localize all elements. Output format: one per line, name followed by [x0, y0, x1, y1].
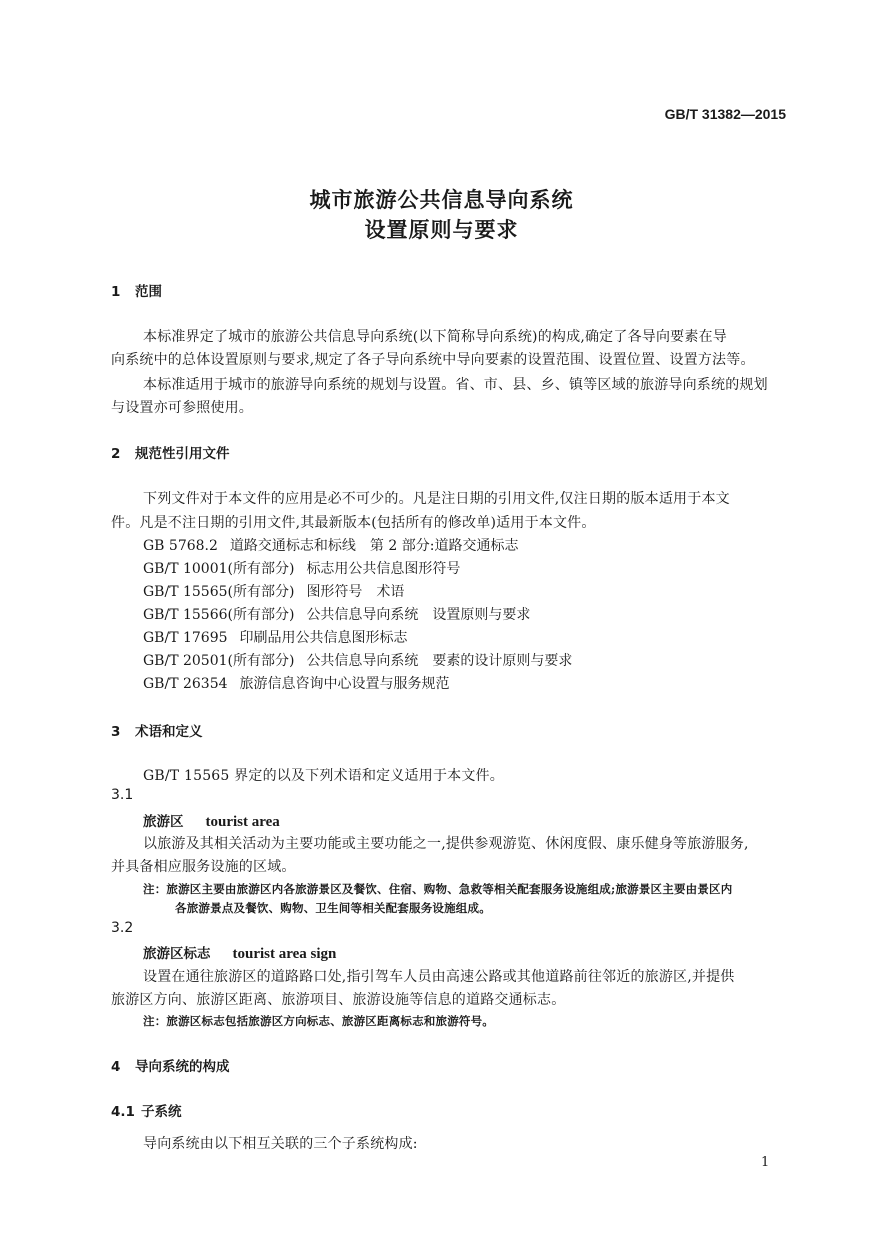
term-entry [143, 810, 280, 831]
reference-name: 道路交通标志和标线 第 2 部分:道路交通标志 [229, 538, 519, 554]
document-title-line2: 设置原则与要求 [364, 218, 519, 242]
paragraph-line: 导向系统由以下相互关联的三个子系统构成: [143, 1136, 418, 1152]
standard-code: GB/T 31382—2015 [664, 106, 786, 122]
reference-code: GB/T 10001(所有部分) [143, 561, 295, 577]
section-2-heading [111, 442, 230, 462]
reference-item [143, 627, 408, 647]
definition-line: 以旅游及其相关活动为主要功能或主要功能之一,提供参观游览、休闲度假、康乐健身等旅游服务, [143, 836, 749, 852]
reference-item [143, 604, 530, 624]
reference-name: 公共信息导向系统 设置原则与要求 [306, 607, 531, 623]
subsection-title: 子系统 [141, 1104, 182, 1120]
section-number: 1 [111, 284, 121, 300]
reference-item [143, 673, 450, 693]
definition-line: 旅游区方向、旅游区距离、旅游项目、旅游设施等信息的道路交通标志。 [111, 992, 566, 1008]
reference-code: GB/T 20501(所有部分) [143, 653, 295, 669]
reference-code: GB 5768.2 [143, 538, 218, 554]
section-number: 4 [111, 1059, 121, 1075]
paragraph-line: 本标准界定了城市的旅游公共信息导向系统(以下简称导向系统)的构成,确定了各导向要素在导 [143, 329, 727, 345]
term-number: 3.1 [111, 787, 134, 803]
subsection-number: 4.1 [111, 1104, 135, 1120]
reference-code: GB/T 26354 [143, 676, 228, 692]
term-number: 3.2 [111, 920, 134, 936]
section-number: 3 [111, 724, 121, 740]
term-zh: 旅游区标志 [143, 946, 211, 962]
paragraph-line: 下列文件对于本文件的应用是必不可少的。凡是注日期的引用文件,仅注日期的版本适用于本文 [143, 491, 730, 507]
reference-item [143, 535, 518, 555]
section-title: 范围 [135, 284, 162, 300]
reference-name: 印刷品用公共信息图形标志 [239, 630, 408, 646]
reference-name: 图形符号 术语 [306, 584, 405, 600]
reference-code: GB/T 17695 [143, 630, 228, 646]
paragraph-line: 件。凡是不注日期的引用文件,其最新版本(包括所有的修改单)适用于本文件。 [111, 515, 596, 531]
term-zh: 旅游区 [143, 814, 184, 830]
reference-name: 旅游信息咨询中心设置与服务规范 [239, 676, 450, 692]
section-number: 2 [111, 446, 121, 462]
paragraph-line: 与设置亦可参照使用。 [111, 400, 253, 416]
section-title: 术语和定义 [135, 724, 203, 740]
paragraph-line: 向系统中的总体设置原则与要求,规定了各子导向系统中导向要素的设置范围、设置位置、设置方法等。 [111, 352, 755, 368]
document-title-line1: 城市旅游公共信息导向系统 [309, 188, 574, 212]
section-1-heading [111, 280, 162, 300]
term-en: tourist area sign [232, 946, 337, 962]
reference-name: 公共信息导向系统 要素的设计原则与要求 [306, 653, 573, 669]
section-title: 导向系统的构成 [135, 1059, 230, 1075]
reference-item [143, 650, 572, 670]
term-entry [143, 942, 336, 963]
reference-code: GB/T 15565(所有部分) [143, 584, 295, 600]
note-line: 注：旅游区标志包括旅游区方向标志、旅游区距离标志和旅游符号。 [143, 1014, 494, 1028]
section-4-heading [111, 1055, 230, 1075]
reference-name: 标志用公共信息图形符号 [306, 561, 461, 577]
definition-line: 并具备相应服务设施的区域。 [111, 859, 296, 875]
reference-item [143, 558, 460, 578]
reference-code: GB/T 15566(所有部分) [143, 607, 295, 623]
definition-line: 设置在通往旅游区的道路路口处,指引驾车人员由高速公路或其他道路前往邻近的旅游区,并提供 [143, 969, 735, 985]
paragraph-line: 本标准适用于城市的旅游导向系统的规划与设置。省、市、县、乡、镇等区域的旅游导向系统的规划 [143, 377, 768, 393]
subsection-4-1-heading [111, 1100, 182, 1120]
section-title: 规范性引用文件 [135, 446, 230, 462]
reference-item [143, 581, 404, 601]
section-3-heading [111, 720, 203, 740]
note-line: 注：旅游区主要由旅游区内各旅游景区及餐饮、住宿、购物、急救等相关配套服务设施组成;旅游景区主要由景区内 [143, 882, 733, 896]
paragraph-line: GB/T 15565 界定的以及下列术语和定义适用于本文件。 [143, 768, 504, 784]
term-en: tourist area [205, 814, 280, 830]
note-line: 各旅游景点及餐饮、购物、卫生间等相关配套服务设施组成。 [175, 901, 491, 915]
page-number: 1 [761, 1155, 770, 1170]
